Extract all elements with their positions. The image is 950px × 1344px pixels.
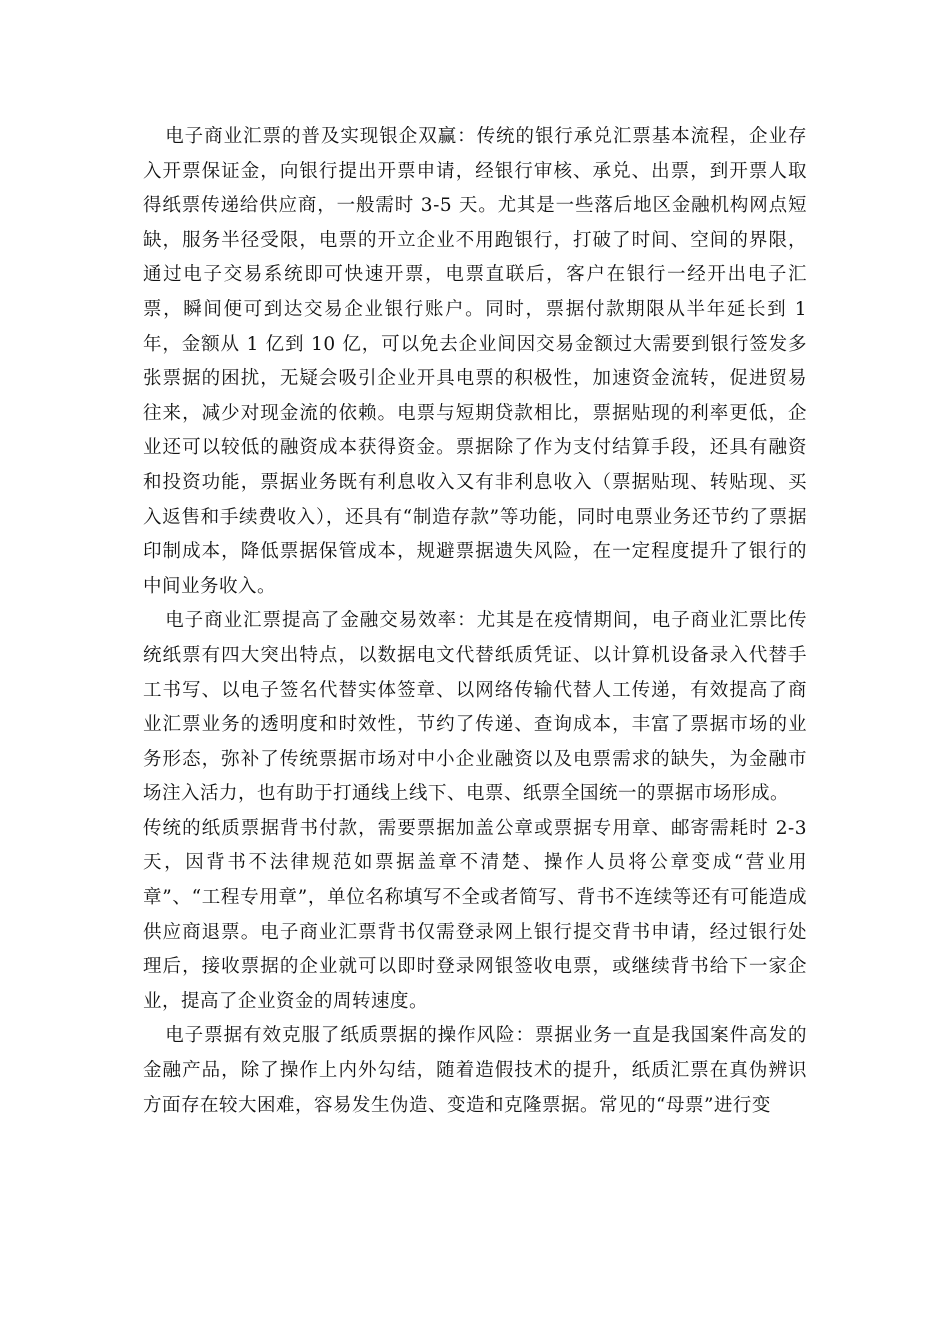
paragraph-bank-enterprise-win-win: 电子商业汇票的普及实现银企双赢：传统的银行承兑汇票基本流程，企业存入开票保证金，向银行提出开票申请，经银行审核、承兑、出票，到开票人取得纸票传递给供应商，一般需时 3-5 天。尤其是一些落后地区金融机构网点短缺，服务半径受限，电票的开立企业不用跑银行，打破了时间、空间的界限，通过电子交易系统即可快速开票，电票直联后，客户在银行一经开出电子汇票，瞬间便可到达交易企业银行账户。同时，票据付款期限从半年延长到 1 年，金额从 1 亿到 10 亿，可以免去企业间因交易金额过大需要到银行签发多张票据的困扰，无疑会吸引企业开具电票的积极性，加速资金流转，促进贸易往来，减少对现金流的依赖。电票与短期贷款相比，票据贴现的利率更低，企业还可以较低的融资成本获得资金。票据除了作为支付结算手段，还具有融资和投资功能，票据业务既有利息收入又有非利息收入（票据贴现、转贴现、买入返售和手续费收入），还具有“制造存款”等功能，同时电票业务还节约了票据印制成本，降低票据保管成本，规避票据遗失风险，在一定程度提升了银行的中间业务收入。 (143, 126, 807, 597)
document-body (143, 120, 807, 1123)
paragraph-transaction-efficiency: 电子商业汇票提高了金融交易效率：尤其是在疫情期间，电子商业汇票比传统纸票有四大突出特点，以数据电文代替纸质凭证、以计算机设备录入代替手工书写、以电子签名代替实体签章、以网络传输代替人工传递，有效提高了商业汇票业务的透明度和时效性，节约了传递、查询成本，丰富了票据市场的业务形态，弥补了传统票据市场对中小企业融资以及电票需求的缺失，为金融市场注入活力，也有助于打通线上线下、电票、纸票全国统一的票据市场形成。 (143, 610, 807, 805)
paragraph-operational-risk: 电子票据有效克服了纸质票据的操作风险：票据业务一直是我国案件高发的金融产品，除了操作上内外勾结，随着造假技术的提升，纸质汇票在真伪辨识方面存在较大困难，容易发生伪造、变造和克隆票据。常见的“母票”进行变 (143, 1025, 807, 1116)
paragraph-paper-endorsement: 传统的纸质票据背书付款，需要票据加盖公章或票据专用章、邮寄需耗时 2-3 天，因背书不法律规范如票据盖章不清楚、操作人员将公章变成“营业用章”、“工程专用章”，单位名称填写不全或者简写、背书不连续等还有可能造成供应商退票。电子商业汇票背书仅需登录网上银行提交背书申请，经过银行处理后，接收票据的企业就可以即时登录网银签收电票，或继续背书给下一家企业，提高了企业资金的周转速度。 (143, 817, 807, 1012)
